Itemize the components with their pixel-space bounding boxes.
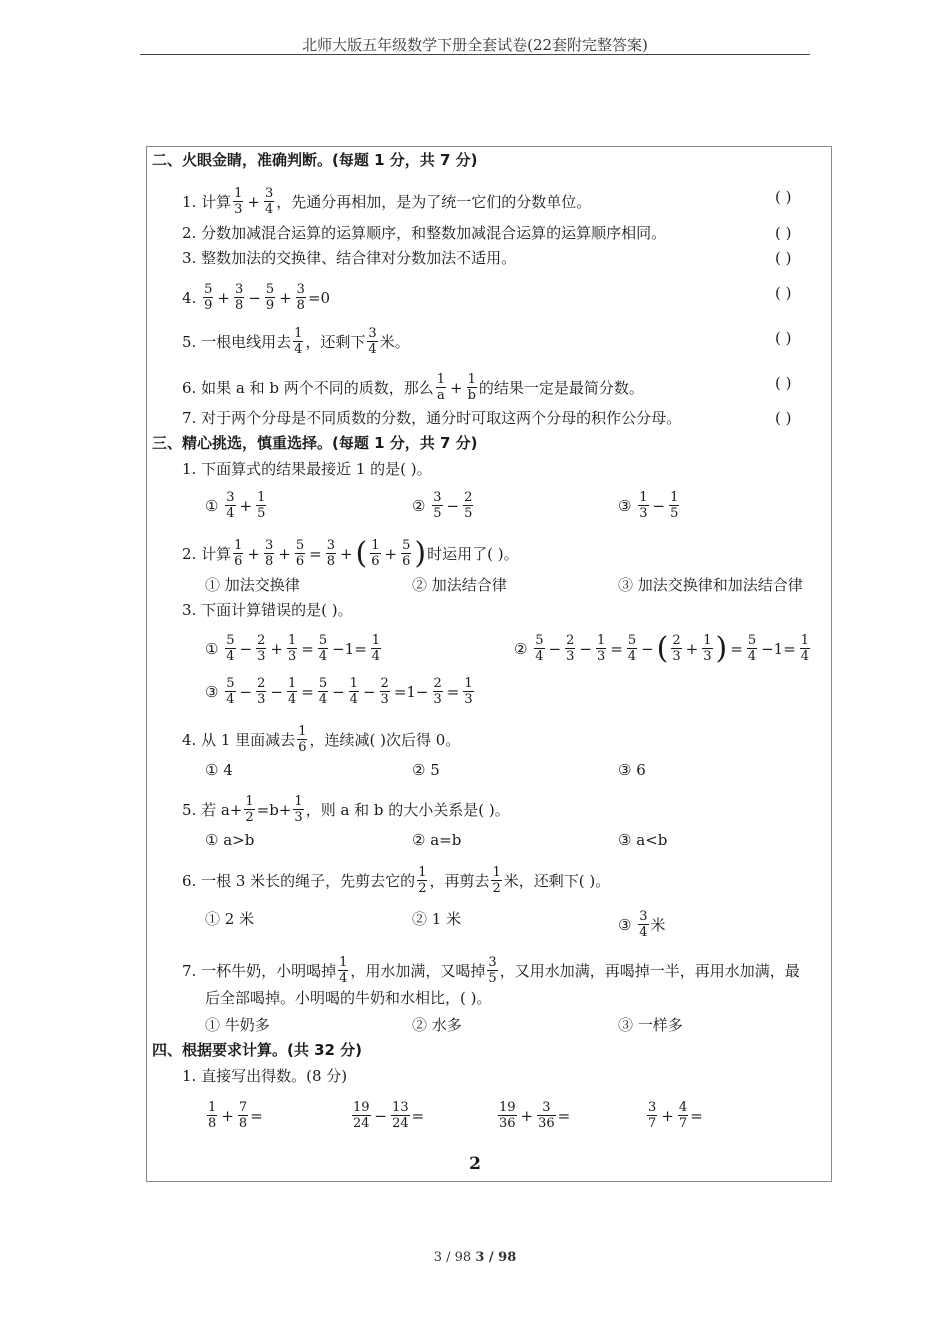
calc-expr-1[interactable]: 1 8 + $\frac{7}{8}$ = [208, 1100, 263, 1131]
choice-q2-option-3[interactable]: ③ 加法交换律和加法结合律 [618, 576, 803, 594]
choice-q4: 4. 从 1 里面减去 1 6 ，连续减( )次后得 0。 [182, 724, 461, 755]
choice-q6: 6. 一根 3 米长的绳子，先剪去它的 1 2 ，再剪去 1 2 米，还剩下( )。 [182, 865, 611, 896]
answer-paren-7[interactable]: ( ) [775, 409, 792, 427]
calc-expr-3[interactable]: 19 36 + $\frac{3}{36}$ = [499, 1100, 571, 1131]
choice-q7-option-2[interactable]: ② 水多 [412, 1016, 462, 1034]
choice-q4-option-2[interactable]: ② 5 [412, 761, 440, 779]
choice-q2-option-2[interactable]: ② 加法结合律 [412, 576, 507, 594]
choice-q1-option-3[interactable]: ③ 1 3 − $\frac{1}{5}$ [618, 490, 679, 521]
choice-q1-option-2[interactable]: ② 3 5 − $\frac{2}{5}$ [412, 490, 473, 521]
footer-page-counter: 3 / 98 [433, 1250, 472, 1265]
choice-q6-option-2[interactable]: ② 1 米 [412, 910, 462, 928]
judge-item-6: 6. 如果 a 和 b 两个不同的质数，那么 1 a + $\frac{1}{b}$ 的结果一定是最简分数。 [182, 372, 644, 403]
choice-q4-option-3[interactable]: ③ 6 [618, 761, 646, 779]
calc-q1: 1. 直接写出得数。(8 分) [182, 1067, 348, 1085]
choice-q7: 7. 一杯牛奶，小明喝掉 1 4 ，用水加满，又喝掉 3 5 ，又用水加满，再喝掉一半，再用水加满，最 [182, 955, 800, 986]
judge-item-2: 2. 分数加减混合运算的运算顺序，和整数加减混合运算的运算顺序相同。 [182, 224, 667, 242]
page-footer [0, 1250, 950, 1265]
choice-q7-option-3[interactable]: ③ 一样多 [618, 1016, 683, 1034]
answer-paren-6[interactable]: ( ) [775, 374, 792, 392]
calc-expr-2[interactable]: 19 24 − $\frac{13}{24}$ = [353, 1100, 425, 1131]
choice-q6-option-1[interactable]: ① 2 米 [205, 910, 255, 928]
judge-item-1: 1. 计算 1 3 + $\frac{3}{4}$ ，先通分再相加，是为了统一它们的分数单位。 [182, 186, 592, 217]
answer-paren-1[interactable]: ( ) [775, 188, 792, 206]
choice-q3-option-2[interactable]: ② 5 4 − $\frac{2}{3}$ − $\frac{1}{3}$ = $\frac{5}{4}$ − ( 2 3 + $\frac{1}{3}$ ) = $\frac{5}{4}$ −1= $\frac{1}{4}$ [514, 630, 810, 666]
header-rule [140, 54, 810, 55]
page-number: 2 [469, 1154, 481, 1174]
choice-q5-option-2[interactable]: ② a=b [412, 831, 462, 849]
answer-paren-2[interactable]: ( ) [775, 224, 792, 242]
judge-item-3: 3. 整数加法的交换律、结合律对分数加法不适用。 [182, 249, 517, 267]
choice-q1: 1. 下面算式的结果最接近 1 的是( )。 [182, 460, 432, 478]
choice-q7-line-2: 后全部喝掉。小明喝的牛奶和水相比，( )。 [205, 989, 492, 1007]
section-4-title: 四、根据要求计算。(共 32 分) [152, 1041, 363, 1059]
judge-item-4: 4. 5 9 + $\frac{3}{8}$ − $\frac{5}{9}$ + $\frac{3}{8}$ =0 [182, 282, 331, 313]
choice-q2: 2. 计算 1 6 + $\frac{3}{8}$ + $\frac{5}{6}$ = $\frac{3}{8}$ + ( 1 6 + $\frac{5}{6}$ ) 时运用了( )。 [182, 535, 519, 571]
choice-q5: 5. 若 a+ $\frac{1}{2}$ =b+ $\frac{1}{3}$ ，则 a 和 b 的大小关系是( )。 [182, 794, 510, 825]
choice-q5-option-1[interactable]: ① a>b [205, 831, 255, 849]
section-2-title: 二、火眼金睛，准确判断。(每题 1 分，共 7 分) [152, 151, 478, 169]
calc-expr-4[interactable]: 3 7 + $\frac{4}{7}$ = [648, 1100, 703, 1131]
judge-item-5: 5. 一根电线用去 1 4 ，还剩下 3 4 米。 [182, 326, 410, 357]
answer-paren-5[interactable]: ( ) [775, 329, 792, 347]
choice-q1-option-1[interactable]: ① 3 4 + $\frac{1}{5}$ [205, 490, 266, 521]
choice-q7-option-1[interactable]: ① 牛奶多 [205, 1016, 270, 1034]
document-header-title: 北师大版五年级数学下册全套试卷(22套附完整答案) [302, 36, 648, 54]
choice-q3-option-1[interactable]: ① 5 4 − $\frac{2}{3}$ + $\frac{1}{3}$ = $\frac{5}{4}$ −1= $\frac{1}{4}$ [205, 633, 381, 664]
choice-q5-option-3[interactable]: ③ a<b [618, 831, 668, 849]
answer-paren-3[interactable]: ( ) [775, 249, 792, 267]
answer-paren-4[interactable]: ( ) [775, 284, 792, 302]
section-3-title: 三、精心挑选，慎重选择。(每题 1 分，共 7 分) [152, 434, 478, 452]
choice-q6-option-3[interactable]: ③ 3 4 米 [618, 909, 666, 940]
choice-q2-option-1[interactable]: ① 加法交换律 [205, 576, 300, 594]
choice-q4-option-1[interactable]: ① 4 [205, 761, 233, 779]
choice-q3-option-3[interactable]: ③ 5 4 − $\frac{2}{3}$ − $\frac{1}{4}$ = $\frac{5}{4}$ − $\frac{1}{4}$ − $\frac{2}{3}$ =1− $\frac{2}{3}$ = $\frac{1}{3}$ [205, 676, 473, 707]
footer-page-counter-bold: 3 / 98 [475, 1250, 517, 1265]
judge-item-7: 7. 对于两个分母是不同质数的分数，通分时可取这两个分母的积作公分母。 [182, 409, 682, 427]
choice-q3: 3. 下面计算错误的是( )。 [182, 601, 353, 619]
